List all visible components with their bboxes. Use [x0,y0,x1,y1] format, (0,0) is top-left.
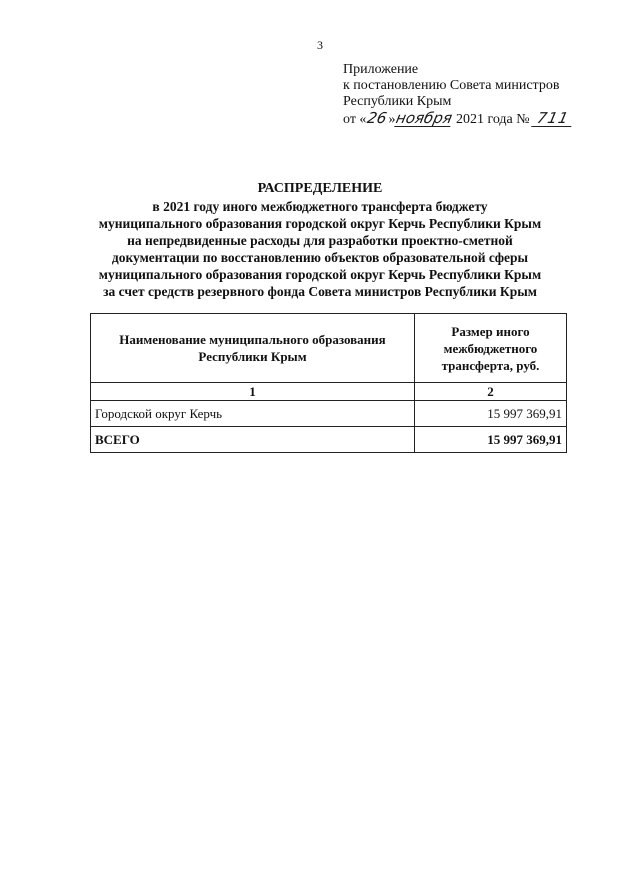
header-amount: Размер иного межбюджетного трансферта, руб. [415,314,567,383]
title-line: муниципального образования городской округ Керчь Республики Крым [98,216,542,231]
title-line: на непредвиденные расходы для разработки проектно-сметной [127,233,513,248]
transfer-amount: 15 997 369,91 [415,401,567,427]
total-row [91,427,567,453]
column-number-row [91,383,567,401]
document-title-block [60,180,580,300]
title-line: за счет средств резервного фонда Совета министров Республики Крым [103,284,537,299]
municipality-name: Городской округ Керчь [91,401,415,427]
column-number: 1 [91,383,415,401]
title-line: документации по восстановлению объектов образовательной сферы [111,250,529,265]
date-prefix: от « [343,112,367,127]
appendix-line-2: к постановлению Совета министров [343,78,560,93]
date-year-suffix: 2021 года № [455,112,530,127]
date-separator: » [388,112,396,127]
appendix-line-3: Республики Крым [343,94,452,109]
distribution-table [90,313,567,453]
column-number: 2 [415,383,567,401]
table-row [91,401,567,427]
total-label: ВСЕГО [91,427,415,453]
appendix-date-line [343,110,573,128]
appendix-line-1: Приложение [343,62,419,77]
date-month: ноября [394,109,455,127]
document-number: 711 [531,110,575,127]
table-header-row [91,314,567,383]
appendix-block [343,62,573,128]
date-day: 26 [365,109,389,127]
total-amount: 15 997 369,91 [415,427,567,453]
header-municipality: Наименование муниципального образования Республики Крым [91,314,415,383]
title-line: муниципального образования городской округ Керчь Республики Крым [98,267,542,282]
title-line: в 2021 году иного межбюджетного трансферта бюджету [152,199,488,214]
document-title: РАСПРЕДЕЛЕНИЕ [257,181,383,196]
page-number: 3 [317,38,323,52]
